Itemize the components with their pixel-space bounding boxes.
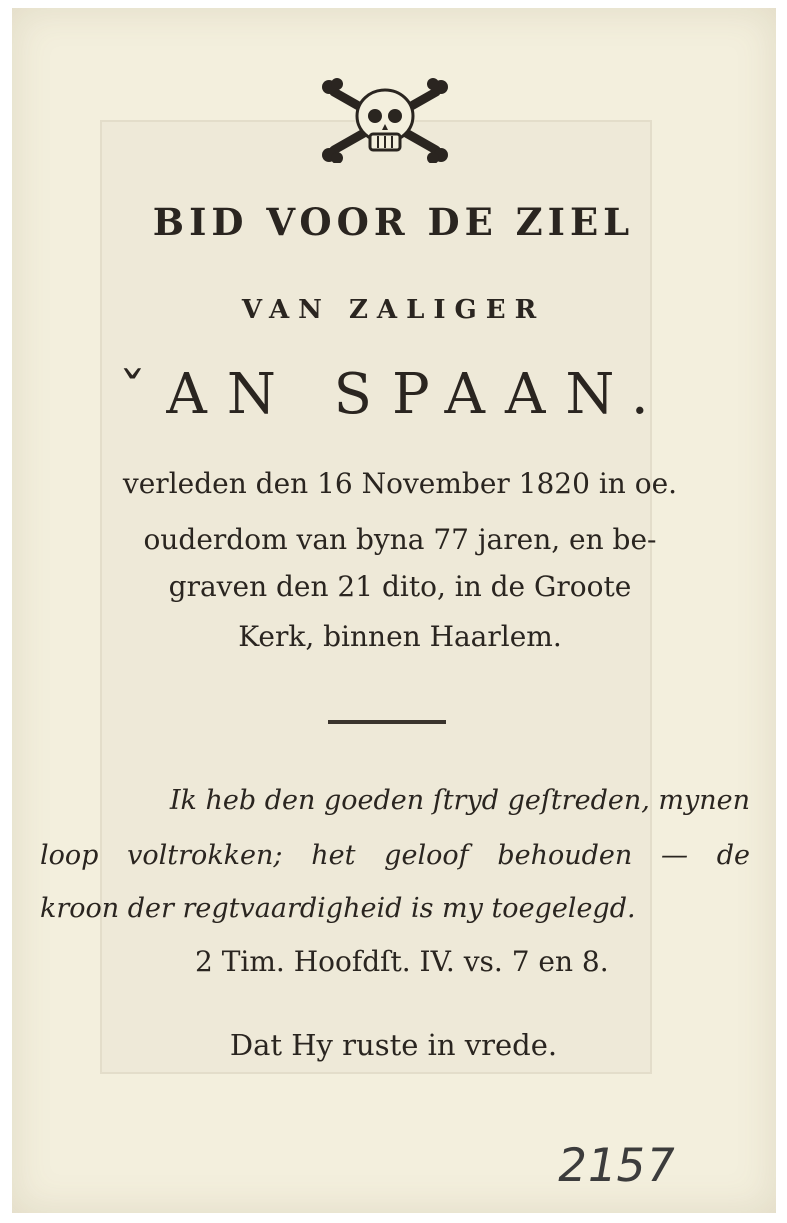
heading-pray-for-soul: BID VOOR DE ZIEL <box>152 200 635 244</box>
deceased-name: ˇAN SPAAN. <box>118 362 669 427</box>
body-line-1: verleden den 16 November 1820 in oe. <box>122 467 678 500</box>
quote-line-3: kroon der regtvaardigheid is my toegelegd. <box>40 893 636 924</box>
quote-line-1: Ik heb den goeden ſtryd geſtreden, mynen <box>169 785 750 816</box>
body-line-3: graven den 21 dito, in de Groote <box>168 570 632 603</box>
body-line-2: ouderdom van byna 77 jaren, en be- <box>143 523 657 556</box>
divider-rule <box>328 720 446 724</box>
quote-line-2: loop voltrokken; het geloof behouden — de <box>40 840 750 871</box>
scripture-reference: 2 Tim. Hoofdſt. IV. vs. 7 en 8. <box>195 945 609 978</box>
closing-line: Dat Hy ruste in vrede. <box>229 1028 558 1062</box>
heading-of-the-late: VAN ZALIGER <box>241 295 546 325</box>
inventory-number: 2157 <box>553 1138 680 1192</box>
body-line-4: Kerk, binnen Haarlem. <box>238 620 562 653</box>
skull-and-crossbones-icon <box>320 78 450 163</box>
